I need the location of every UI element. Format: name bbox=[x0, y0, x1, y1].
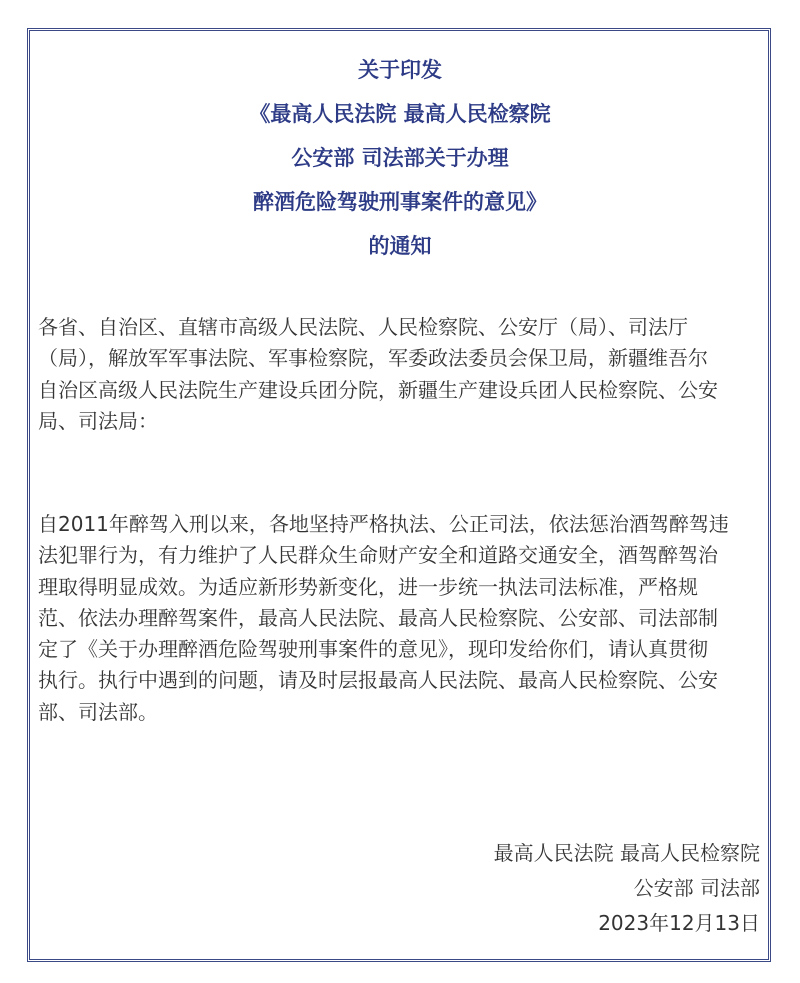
addressee-line: 各省、自治区、直辖市高级人民法院、人民检察院、公安厅（局）、司法厅 bbox=[38, 315, 688, 339]
body-line: 法犯罪行为，有力维护了人民群众生命财产安全和道路交通安全，酒驾醉驾治 bbox=[38, 543, 718, 568]
title-line: 醉酒危险驾驶刑事案件的意见》 bbox=[253, 190, 547, 214]
addressee-paragraph bbox=[38, 312, 760, 437]
document-title bbox=[0, 48, 800, 268]
title-line: 关于印发 bbox=[358, 58, 442, 82]
signature-date: 2023年12月13日 bbox=[598, 911, 760, 935]
title-line: 《最高人民法院 最高人民检察院 bbox=[249, 102, 551, 126]
body-line: 范、依法办理醉驾案件，最高人民法院、最高人民检察院、公安部、司法部制 bbox=[38, 605, 718, 630]
body-line: 部、司法部。 bbox=[38, 699, 158, 724]
body-line: 自2011年醉驾入刑以来，各地坚持严格执法、公正司法，依法惩治酒驾醉驾违 bbox=[38, 512, 729, 536]
addressee-line: 局、司法局： bbox=[38, 408, 158, 433]
body-line: 定了《关于办理醉酒危险驾驶刑事案件的意见》，现印发给你们，请认真贯彻 bbox=[38, 637, 708, 662]
signature-org-line: 公安部 司法部 bbox=[633, 876, 760, 900]
signature-block bbox=[494, 836, 760, 941]
title-line: 公安部 司法部关于办理 bbox=[291, 146, 509, 170]
addressee-line: （局），解放军军事法院、军事检察院，军委政法委员会保卫局，新疆维吾尔 bbox=[38, 346, 708, 371]
body-line: 执行。执行中遇到的问题，请及时层报最高人民法院、最高人民检察院、公安 bbox=[38, 668, 718, 693]
signature-org-line: 最高人民法院 最高人民检察院 bbox=[493, 841, 760, 865]
body-paragraph bbox=[38, 509, 760, 728]
body-line: 理取得明显成效。为适应新形势新变化，进一步统一执法司法标准，严格规 bbox=[38, 574, 698, 599]
title-line: 的通知 bbox=[368, 234, 432, 258]
addressee-line: 自治区高级人民法院生产建设兵团分院，新疆生产建设兵团人民检察院、公安 bbox=[38, 377, 718, 402]
